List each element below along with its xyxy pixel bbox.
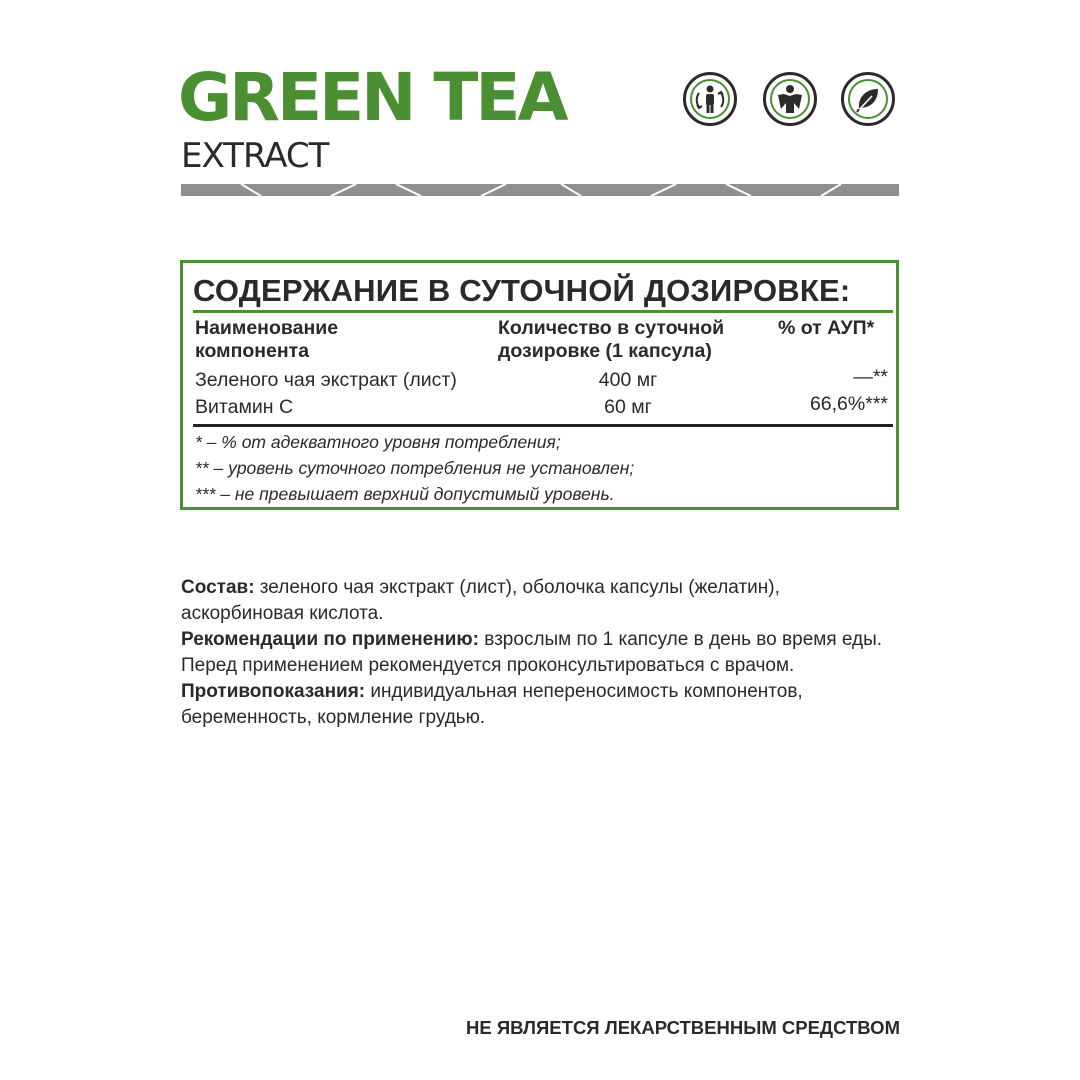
- not-medicine-disclaimer: НЕ ЯВЛЯЕТСЯ ЛЕКАРСТВЕННЫМ СРЕДСТВОМ: [465, 1017, 900, 1038]
- composition-text: зеленого чая экстракт (лист), оболочка капсулы (желатин), аскорбиновая кислота.: [181, 577, 780, 624]
- product-info: [181, 575, 901, 731]
- person-refresh-icon: [683, 72, 737, 126]
- row-quantity: 400 мг: [598, 369, 658, 391]
- row-quantity: 60 мг: [604, 396, 652, 418]
- usage-paragraph: [181, 627, 901, 679]
- column-header-name: Наименование компонента: [195, 317, 339, 362]
- row-percent: —**: [853, 366, 888, 388]
- usage-text: взрослым по 1 капсуле в день во время еды. Перед применением рекомендуется проконсультироваться с врачом.: [181, 629, 883, 676]
- leaf-icon: [841, 72, 895, 126]
- composition-paragraph: [181, 575, 901, 627]
- column-header-percent: % от АУП*: [778, 317, 875, 339]
- row-name: Зеленого чая экстракт (лист): [195, 369, 457, 391]
- composition-label: Состав:: [181, 577, 255, 598]
- product-title: GREEN TEA: [178, 59, 566, 136]
- footnote: * – % от адекватного уровня потребления;: [195, 432, 561, 452]
- usage-label: Рекомендации по применению:: [181, 629, 479, 650]
- footnote: *** – не превышает верхний допустимый уровень.: [195, 484, 615, 504]
- column-header-quantity: Количество в суточной дозировке (1 капсула): [498, 317, 725, 362]
- panel-title: СОДЕРЖАНИЕ В СУТОЧНОЙ ДОЗИРОВКЕ:: [193, 273, 851, 308]
- row-name: Витамин С: [195, 396, 294, 418]
- person-cape-icon: [763, 72, 817, 126]
- header-divider: [193, 310, 893, 313]
- contraindications-text: индивидуальная непереносимость компонентов, беременность, кормление грудью.: [181, 681, 803, 728]
- product-subtitle: EXTRACT: [181, 136, 329, 176]
- footnote: ** – уровень суточного потребления не установлен;: [195, 458, 635, 478]
- contraindications-label: Противопоказания:: [181, 681, 366, 702]
- row-percent: 66,6%***: [809, 393, 888, 415]
- daily-dosage-panel: [180, 260, 899, 510]
- contraindications-paragraph: [181, 679, 901, 731]
- table-bottom-divider: [193, 424, 893, 427]
- decorative-stripe: [181, 184, 899, 196]
